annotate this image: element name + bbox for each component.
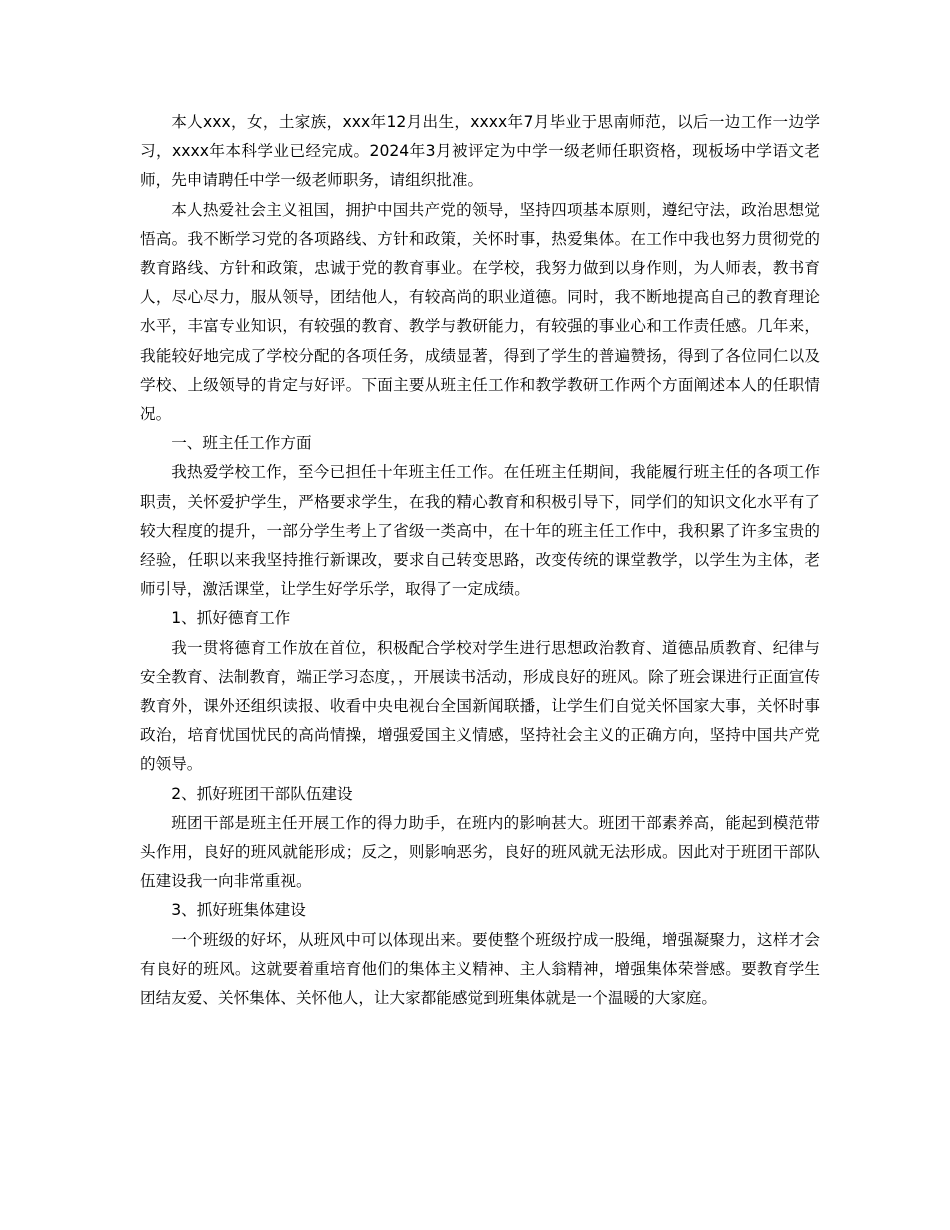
- subheading-moral-education: 1、抓好德育工作: [171, 609, 291, 628]
- section-heading-class-teacher: 一、班主任工作方面: [171, 434, 312, 453]
- paragraph-moral-education: 我一贯将德育工作放在首位，积极配合学校对学生进行思想政治教育、道德品质教育、纪律与安全教育、法制教育，端正学习态度，，开展读书活动，形成良好的班风。除了班会课进行正面宣传教育外，课外还组织读报、收看中央电视台全国新闻联播，让学生们自觉关怀国家大事，关怀时事政治，培育忧国忧民的高尚情操，增强爱国主义情感，坚持社会主义的正确方向，坚持中国共产党的领导。: [140, 638, 820, 774]
- paragraph-intro: 本人xxx，女，土家族，xxx年12月出生，xxxx年7月毕业于思南师范，以后一边工作一边学习，xxxx年本科学业已经完成。2024年3月被评定为中学一级老师任职资格，现板场中学语文老师，先申请聘任中学一级老师职务，请组织批准。: [140, 113, 820, 190]
- paragraph-class-teacher: 我热爱学校工作，至今已担任十年班主任工作。在任班主任期间，我能履行班主任的各项工作职责，关怀爱护学生，严格要求学生，在我的精心教育和积极引导下，同学们的知识文化水平有了较大程度的提升，一部分学生考上了省级一类高中，在十年的班主任工作中，我积累了许多宝贵的经验，任职以来我坚持推行新课改，要求自己转变思路，改变传统的课堂教学，以学生为主体，老师引导，激活课堂，让学生好学乐学，取得了一定成绩。: [140, 463, 820, 599]
- paragraph-political: 本人热爱社会主义祖国，拥护中国共产党的领导，坚持四项基本原则，遵纪守法，政治思想觉悟高。我不断学习党的各项路线、方针和政策，关怀时事，热爱集体。在工作中我也努力贯彻党的教育路线、方针和政策，忠诚于党的教育事业。在学校，我努力做到以身作则，为人师表，教书育人，尽心尽力，服从领导，团结他人，有较高尚的职业道德。同时，我不断地提高自己的教育理论水平，丰富专业知识，有较强的教育、教学与教研能力，有较强的事业心和工作责任感。几年来，我能较好地完成了学校分配的各项任务，成绩显著，得到了学生的普遍赞扬，得到了各位同仁以及学校、上级领导的肯定与好评。下面主要从班主任工作和教学教研工作两个方面阐述本人的任职情况。: [140, 200, 820, 424]
- subheading-class-collective: 3、抓好班集体建设: [171, 901, 306, 920]
- subheading-cadre-team: 2、抓好班团干部队伍建设: [171, 784, 353, 803]
- document-body: [140, 108, 820, 1013]
- paragraph-class-collective: 一个班级的好坏，从班风中可以体现出来。要使整个班级拧成一股绳，增强凝聚力，这样才会有良好的班风。这就要着重培育他们的集体主义精神、主人翁精神，增强集体荣誉感。要教育学生团结友爱、关怀集体、关怀他人，让大家都能感觉到班集体就是一个温暖的大家庭。: [140, 930, 820, 1008]
- paragraph-cadre-team: 班团干部是班主任开展工作的得力助手，在班内的影响甚大。班团干部素养高，能起到模范带头作用，良好的班风就能形成；反之，则影响恶劣，良好的班风就无法形成。因此对于班团干部队伍建设我一向非常重视。: [140, 813, 820, 891]
